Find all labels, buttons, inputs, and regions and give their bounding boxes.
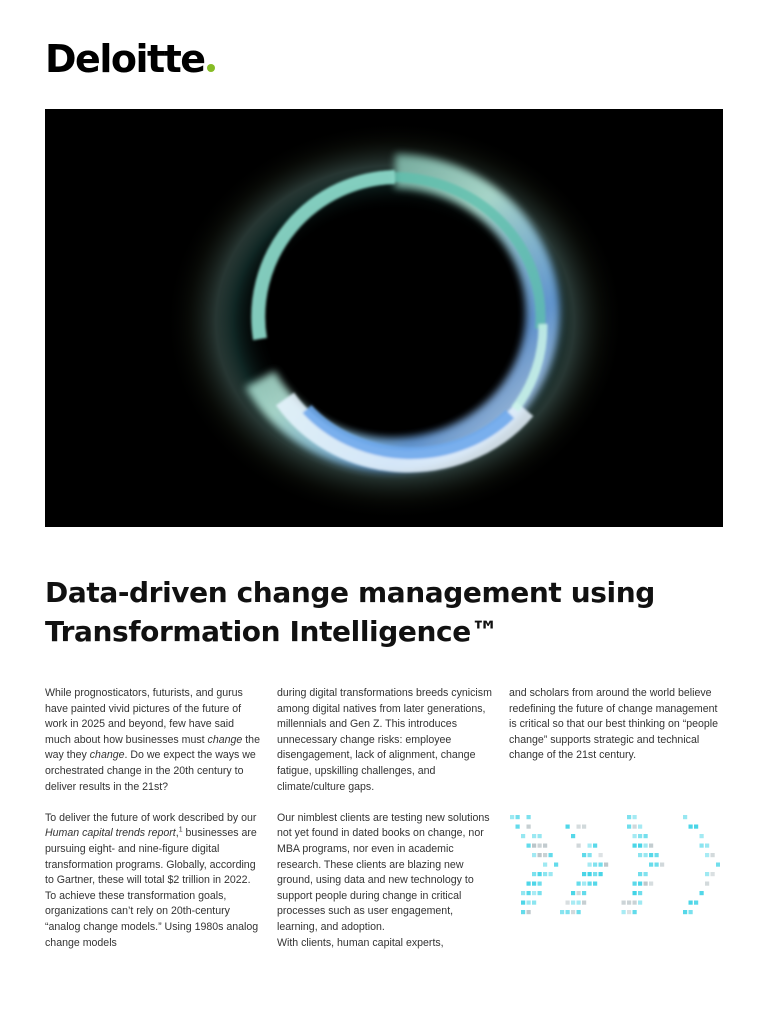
chevron-pixel [543, 853, 547, 857]
chevron-pixel [521, 910, 525, 914]
chevron-pixel [588, 882, 592, 886]
chevron-pixel [577, 891, 581, 895]
chevron-pixel [683, 910, 687, 914]
chevron-pixel [538, 844, 542, 848]
chevron-pixel [705, 853, 709, 857]
chevron-pixel [593, 844, 597, 848]
chevron-pixel [549, 853, 553, 857]
chevron-pixel [571, 834, 575, 838]
chevron-pixel [593, 872, 597, 876]
chevron-pixel [705, 882, 709, 886]
chevron-pixel [538, 853, 542, 857]
chevron-pixel [649, 863, 653, 867]
chevron-pixel [627, 815, 631, 819]
chevron-pixel [638, 834, 642, 838]
deloitte-logo: Deloitte [45, 40, 215, 78]
chevron-pixel [622, 901, 626, 905]
chevron-pixel [549, 872, 553, 876]
chevron-pixel [582, 901, 586, 905]
paragraph-cynicism: during digital transformations breeds cynicism among digital natives from later generations, millennials and Gen Z. This introduces unnecessary change risks: employee disengagement, lack of alignment, change fatigue, upskilling challenges, and climate/culture gaps. [277, 687, 492, 793]
chevron-pixel [532, 834, 536, 838]
paragraph-intro: While prognosticators, futurists, and gurus have painted vivid pictures of the future of work in 2025 and beyond, few have said much about how businesses must change the way they change. Do we expect the ways we orchestrated change in the 20th century to deliver results in the 21st? [45, 687, 260, 793]
chevron-pixel [532, 901, 536, 905]
logo-green-dot [207, 64, 215, 72]
chevron-pixel [577, 901, 581, 905]
chevron-pixel [689, 901, 693, 905]
chevron-pixel [566, 901, 570, 905]
chevron-pixel [532, 853, 536, 857]
chevron-pixel [644, 853, 648, 857]
chevron-pixel [683, 815, 687, 819]
chevron-pixel [700, 844, 704, 848]
paragraph-experts-lead: With clients, human capital experts, [277, 936, 444, 949]
chevron-pixel [588, 863, 592, 867]
chevron-pixel [627, 901, 631, 905]
chevron-pixel [711, 853, 715, 857]
chevron-pixel [599, 863, 603, 867]
chevron-pixel [700, 891, 704, 895]
chevron-pixel [700, 834, 704, 838]
chevron-pixel [655, 863, 659, 867]
chevron-pixel [649, 853, 653, 857]
chevron-pixel [510, 815, 514, 819]
chevron-pixel [527, 891, 531, 895]
chevron-pixel [705, 872, 709, 876]
chevron-pixel [521, 901, 525, 905]
chevron-pixel [660, 863, 664, 867]
chevron-pixel [532, 891, 536, 895]
chevron-pixel [627, 910, 631, 914]
chevron-pixel [560, 910, 564, 914]
chevron-pixel [638, 872, 642, 876]
chevron-pixel [532, 844, 536, 848]
chevron-pixel [582, 825, 586, 829]
chevron-pixel [571, 891, 575, 895]
chevron-pixel [543, 872, 547, 876]
chevron-pixel [633, 882, 637, 886]
chevron-pixel [622, 910, 626, 914]
chevron-pixel [638, 853, 642, 857]
chevron-pixel [527, 815, 531, 819]
chevron-arrows-icon [510, 815, 720, 925]
paragraph-experts: and scholars from around the world believe redefining the future of change management is critical so that our best thinking on “people change” supports strategic and technical change of the 21st century. [509, 687, 719, 762]
chevron-pixel [571, 910, 575, 914]
chevron-pixel [532, 872, 536, 876]
chevron-pixel [527, 882, 531, 886]
chevron-pixel [582, 891, 586, 895]
chevron-pixel [633, 825, 637, 829]
chevron-pixel [689, 825, 693, 829]
chevron-pixel [538, 882, 542, 886]
chevron-pixel [644, 834, 648, 838]
body-column-2-content [277, 686, 493, 951]
chevron-pixel [604, 863, 608, 867]
chevron-pixel [638, 844, 642, 848]
hero-image [45, 109, 723, 527]
chevron-pixel [689, 910, 693, 914]
chevron-pixel [566, 910, 570, 914]
chevron-pixel [633, 844, 637, 848]
chevron-pixel [577, 844, 581, 848]
chevron-pixel [638, 825, 642, 829]
chevron-pixel [711, 872, 715, 876]
chevron-pixel [655, 853, 659, 857]
chevron-pixel [571, 901, 575, 905]
chevron-pixel [582, 882, 586, 886]
chevron-pixel [554, 863, 558, 867]
chevron-pixel [644, 872, 648, 876]
chevron-pixel [577, 882, 581, 886]
chevron-pixel [527, 825, 531, 829]
chevron-pixel [532, 882, 536, 886]
chevron-pixel [516, 815, 520, 819]
glowing-ring-icon [45, 109, 723, 527]
chevron-pixel [694, 901, 698, 905]
chevron-pixel [521, 834, 525, 838]
chevron-pixel [599, 872, 603, 876]
chevron-pixel [627, 825, 631, 829]
chevron-pixel [633, 891, 637, 895]
chevron-pixel [633, 815, 637, 819]
chevron-pixel [638, 882, 642, 886]
chevron-pixel [543, 844, 547, 848]
chevron-pixel [521, 891, 525, 895]
chevron-pixel [538, 872, 542, 876]
chevron-pixel [633, 901, 637, 905]
body-column-3 [509, 686, 725, 780]
chevron-pixel [649, 844, 653, 848]
chevron-pixel [577, 825, 581, 829]
chevron-pixel [516, 825, 520, 829]
chevron-pixel [633, 834, 637, 838]
chevron-pixel [527, 910, 531, 914]
chevron-pixel [582, 853, 586, 857]
chevron-pixel [588, 853, 592, 857]
chevron-pixel [694, 825, 698, 829]
chevron-pixel [593, 863, 597, 867]
chevron-pixel [588, 872, 592, 876]
chevron-pixel [527, 901, 531, 905]
footnote-marker: 1 [178, 826, 183, 834]
chevron-pixel [538, 891, 542, 895]
chevron-pixel [638, 891, 642, 895]
chevron-pixel [582, 872, 586, 876]
chevron-pixel [538, 834, 542, 838]
chevron-pixel [638, 901, 642, 905]
chevron-pixel [633, 910, 637, 914]
page-title: Data-driven change management using Transformation Intelligence™ [45, 576, 655, 648]
chevron-pixel [588, 844, 592, 848]
paragraph-future-of-work: To deliver the future of work described by our Human capital trends report,$^1$ businesses are pursuing eight- and nine-figure digital transformation programs. Globally, according to Gartner, these will total $2 trillion in 2022. To achieve these transformation goals, organizations can’t rely on 20th-century “analog change models.” Using 1980s analog change models [45, 811, 259, 949]
chevron-pixel [649, 882, 653, 886]
chevron-pixel [593, 882, 597, 886]
chevron-pixel [527, 844, 531, 848]
chevron-pixel [543, 863, 547, 867]
chevron-pixel [705, 844, 709, 848]
body-column-1 [45, 686, 261, 967]
chevron-pixel [577, 910, 581, 914]
chevron-pixel [716, 863, 720, 867]
chevron-pixel [566, 825, 570, 829]
paragraph-nimble-clients: Our nimblest clients are testing new solutions not yet found in dated books on change, nor MBA programs, nor even in academic research. These clients are blazing new ground, using data and new technology to support people during change in critical processes such as user engagement, learning, and adoption. [277, 811, 490, 933]
chevron-pixel [644, 882, 648, 886]
chevron-pixel [599, 853, 603, 857]
chevron-pixel [644, 844, 648, 848]
